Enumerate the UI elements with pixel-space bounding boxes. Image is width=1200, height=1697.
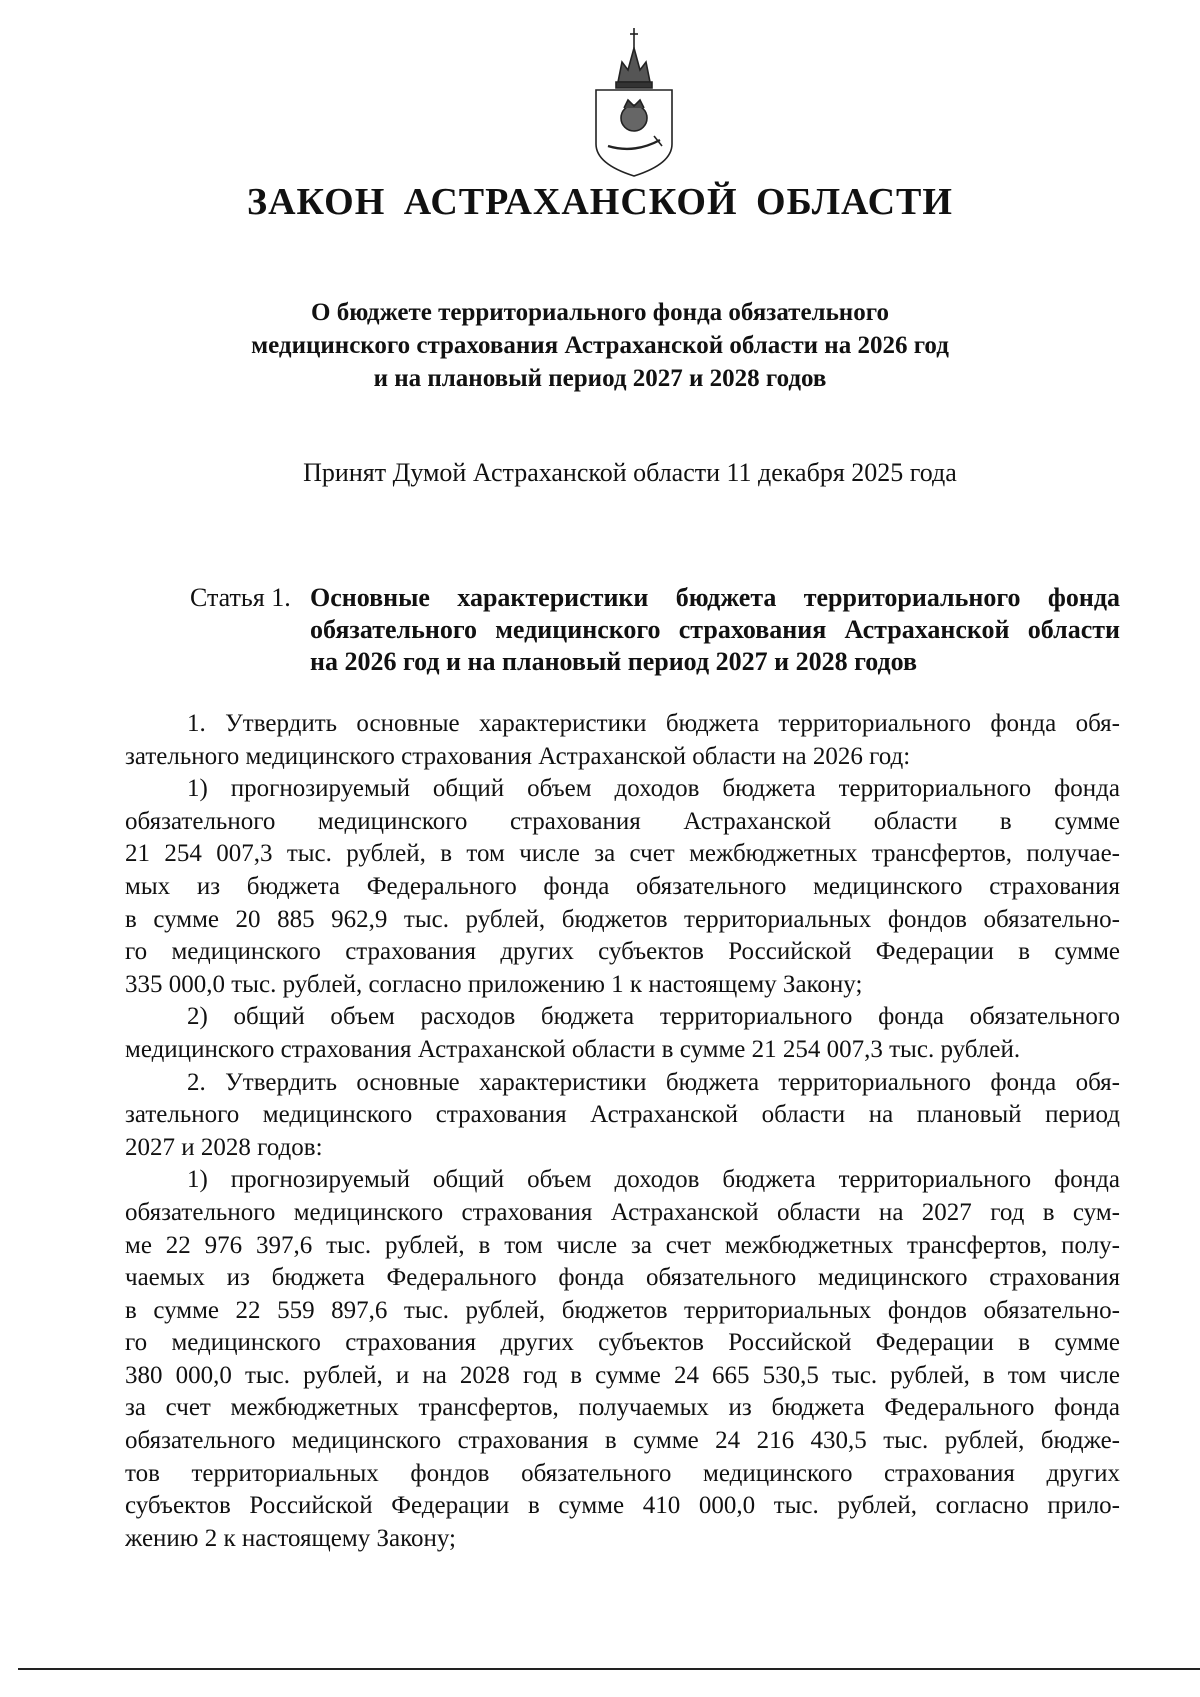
paragraph-line: 21 254 007,3 тыс. рублей, в том числе за счет межбюджетных трансфертов, получае- [125, 840, 1120, 868]
article-title [310, 582, 1120, 678]
paragraph-line: субъектов Российской Федерации в сумме 410 000,0 тыс. рублей, согласно прило- [125, 1492, 1120, 1520]
paragraph-line: медицинского страхования Астраханской области в сумме 21 254 007,3 тыс. рублей. [125, 1035, 1021, 1063]
paragraph-line: в сумме 22 559 897,6 тыс. рублей, бюджетов территориальных фондов обязательно- [125, 1296, 1120, 1324]
footer-divider [18, 1668, 1200, 1670]
paragraph-line: зательного медицинского страхования Астраханской области на 2026 год: [125, 742, 911, 770]
paragraph-line: 1. Утвердить основные характеристики бюджета территориального фонда обя- [187, 710, 1120, 737]
paragraph-line: тов территориальных фондов обязательного медицинского страхования других [125, 1459, 1120, 1487]
paragraph-line: зательного медицинского страхования Астраханской области на плановый период [125, 1101, 1120, 1129]
paragraph-line: в сумме 20 885 962,9 тыс. рублей, бюджетов территориальных фондов обязательно- [125, 905, 1120, 933]
adoption-note: Принят Думой Астраханской области 11 декабря 2025 года [303, 458, 957, 487]
law-subject-line: медицинского страхования Астраханской области на 2026 год [251, 332, 949, 359]
paragraph-line: 1) прогнозируемый общий объем доходов бюджета территориального фонда [187, 775, 1120, 803]
paragraph-line: 2. Утвердить основные характеристики бюджета территориального фонда обя- [187, 1068, 1120, 1096]
paragraph-line: жению 2 к настоящему Закону; [125, 1524, 456, 1552]
paragraph-line: обязательного медицинского страхования в сумме 24 216 430,5 тыс. рублей, бюдже- [125, 1427, 1120, 1455]
article-body [125, 708, 1120, 1555]
paragraph-line: за счет межбюджетных трансфертов, получаемых из бюджета Федерального фонда [125, 1394, 1120, 1422]
paragraph [125, 1067, 1120, 1165]
law-subject [0, 296, 1200, 395]
article-number: Статья 1. [190, 583, 291, 612]
article-title-line: обязательного медицинского страхования Астраханской области [310, 615, 1120, 644]
paragraph-line: обязательного медицинского страхования Астраханской области на 2027 год в сум- [125, 1198, 1120, 1226]
paragraph-line: го медицинского страхования других субъектов Российской Федерации в сумме [125, 1329, 1120, 1357]
article-title-line: Основные характеристики бюджета территориального фонда [310, 583, 1120, 612]
paragraph-line: ме 22 976 397,6 тыс. рублей, в том числе за счет межбюджетных трансфертов, полу- [125, 1231, 1120, 1259]
paragraph-line: мых из бюджета Федерального фонда обязательного медицинского страхования [125, 872, 1120, 900]
paragraph [125, 1001, 1120, 1066]
article-title-line: на 2026 год и на плановый период 2027 и 2028 годов [310, 647, 918, 676]
paragraph-line: чаемых из бюджета Федерального фонда обязательного медицинского страхования [125, 1264, 1120, 1292]
paragraph [125, 773, 1120, 1001]
coat-of-arms-icon [588, 18, 680, 178]
paragraph-line: 1) прогнозируемый общий объем доходов бюджета территориального фонда [187, 1166, 1120, 1194]
paragraph-line: обязательного медицинского страхования Астраханской области в сумме [125, 807, 1120, 835]
paragraph-line: го медицинского страхования других субъектов Российской Федерации в сумме [125, 938, 1120, 966]
law-subject-line: и на плановый период 2027 и 2028 годов [373, 365, 827, 392]
paragraph-line: 2027 и 2028 годов: [125, 1133, 323, 1161]
paragraph [125, 1164, 1120, 1555]
paragraph-line: 2) общий объем расходов бюджета территориального фонда обязательного [187, 1003, 1120, 1031]
law-subject-line: О бюджете территориального фонда обязательного [311, 299, 889, 326]
paragraph [125, 708, 1120, 773]
paragraph-line: 380 000,0 тыс. рублей, и на 2028 год в сумме 24 665 530,5 тыс. рублей, в том числе [125, 1361, 1120, 1389]
law-title: ЗАКОН АСТРАХАНСКОЙ ОБЛАСТИ [247, 181, 953, 223]
paragraph-line: 335 000,0 тыс. рублей, согласно приложению 1 к настоящему Закону; [125, 970, 863, 998]
